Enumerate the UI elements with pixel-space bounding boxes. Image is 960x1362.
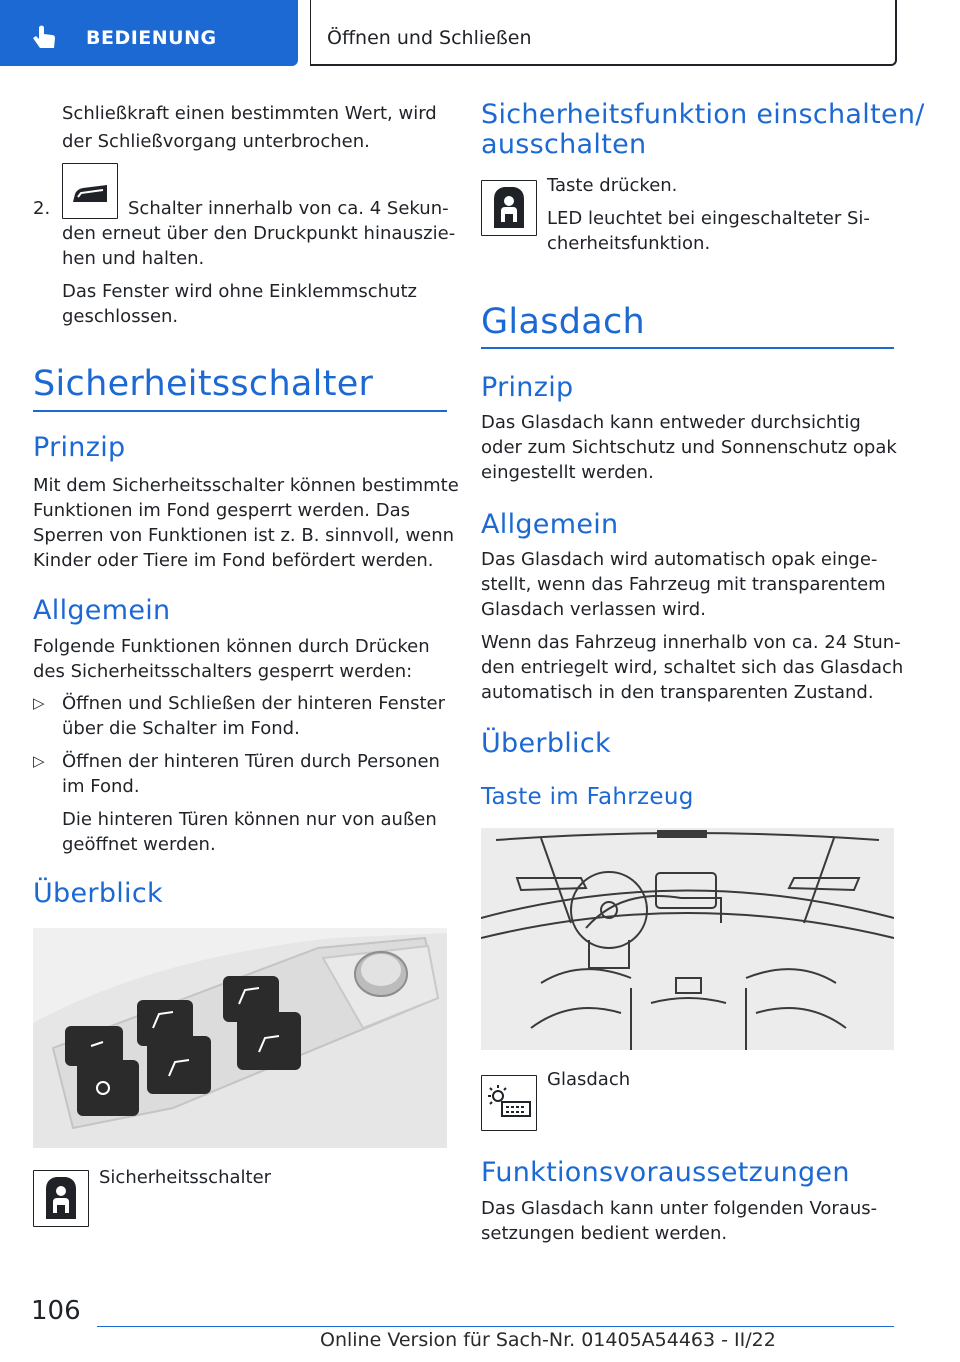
- heading-prinzip: Prinzip: [481, 372, 574, 403]
- step-text-line: Schalter innerhalb von ca. 4 Sekun-: [128, 198, 449, 219]
- paragraph-line: Funktionen im Fond gesperrt werden. Das: [33, 500, 410, 521]
- paragraph-line: Taste drücken.: [547, 175, 678, 196]
- heading-rule: [481, 347, 894, 349]
- heading-allgemein: Allgemein: [481, 509, 619, 540]
- paragraph-line: Folgende Funktionen können durch Drücken: [33, 636, 430, 657]
- step-note-line: geschlossen.: [62, 306, 179, 327]
- heading-rule: [33, 410, 447, 412]
- bullet-triangle-icon: ▷: [33, 752, 45, 770]
- paragraph-line: setzungen bedient werden.: [481, 1223, 728, 1244]
- car-interior-illustration: [481, 828, 894, 1050]
- heading-sicherheitsschalter: Sicherheitsschalter: [33, 364, 374, 404]
- bullet-triangle-icon: ▷: [33, 694, 45, 712]
- pointing-hand-icon: [30, 24, 60, 54]
- heading-funktionsvoraussetzungen: Funktionsvoraussetzungen: [481, 1157, 850, 1188]
- heading-ueberblick: Überblick: [481, 728, 611, 759]
- section-tab: [0, 0, 298, 66]
- heading-glasdach: Glasdach: [481, 302, 646, 342]
- child-lock-icon: [33, 1170, 89, 1227]
- paragraph-line: Das Glasdach kann unter folgenden Voraus-: [481, 1198, 878, 1219]
- continued-text-line: Schließkraft einen bestimmten Wert, wird: [62, 103, 437, 124]
- bullet-text-line: im Fond.: [62, 776, 140, 797]
- chapter-box: [310, 0, 897, 66]
- child-lock-icon: [481, 180, 537, 236]
- page-number: 106: [31, 1296, 81, 1326]
- paragraph-line: cherheitsfunktion.: [547, 233, 711, 254]
- heading-prinzip: Prinzip: [33, 432, 126, 463]
- bullet-text-line: über die Schalter im Fond.: [62, 718, 300, 739]
- bullet-text-line: Öffnen der hinteren Türen durch Personen: [62, 751, 440, 772]
- step-number: 2.: [33, 198, 51, 219]
- paragraph-line: eingestellt werden.: [481, 462, 654, 483]
- icon-caption: Glasdach: [547, 1069, 631, 1090]
- step-text-line: den erneut über den Druckpunkt hinauszie-: [62, 223, 456, 244]
- heading-sicherheitsfunktion-cont: ausschalten: [481, 129, 647, 160]
- continued-text-line: der Schließvorgang unterbrochen.: [62, 131, 370, 152]
- paragraph-line: automatisch in den transparenten Zustand.: [481, 682, 874, 703]
- paragraph-line: stellt, wenn das Fahrzeug mit transparentem: [481, 574, 886, 595]
- step-note-line: Das Fenster wird ohne Einklemmschutz: [62, 281, 417, 302]
- window-switch-icon: [62, 163, 118, 219]
- bullet-note-line: Die hinteren Türen können nur von außen: [62, 809, 437, 830]
- paragraph-line: des Sicherheitsschalters gesperrt werden:: [33, 661, 413, 682]
- paragraph-line: Das Glasdach kann entweder durchsichtig: [481, 412, 861, 433]
- heading-ueberblick: Überblick: [33, 878, 163, 909]
- paragraph-line: Das Glasdach wird automatisch opak einge-: [481, 549, 878, 570]
- step-text-line: hen und halten.: [62, 248, 205, 269]
- heading-sicherheitsfunktion: Sicherheitsfunktion einschalten/: [481, 99, 925, 130]
- chapter-title: Öffnen und Schließen: [327, 27, 532, 49]
- paragraph-line: Mit dem Sicherheitsschalter können bestimmte: [33, 475, 459, 496]
- online-version-note: Online Version für Sach-Nr. 01405A54463 - II/22: [320, 1329, 776, 1351]
- paragraph-line: Glasdach verlassen wird.: [481, 599, 706, 620]
- paragraph-line: oder zum Sichtschutz und Sonnenschutz opak: [481, 437, 897, 458]
- sun-shade-icon: [481, 1075, 537, 1131]
- paragraph-line: Kinder oder Tiere im Fond befördert werden.: [33, 550, 434, 571]
- paragraph-line: Sperren von Funktionen ist z. B. sinnvoll, wenn: [33, 525, 455, 546]
- paragraph-line: Wenn das Fahrzeug innerhalb von ca. 24 Stun-: [481, 632, 901, 653]
- icon-caption: Sicherheitsschalter: [99, 1167, 272, 1188]
- section-label: BEDIENUNG: [86, 27, 217, 49]
- footer-rule: [97, 1326, 894, 1327]
- heading-allgemein: Allgemein: [33, 595, 171, 626]
- paragraph-line: LED leuchtet bei eingeschalteter Si-: [547, 208, 870, 229]
- bullet-text-line: Öffnen und Schließen der hinteren Fenster: [62, 693, 446, 714]
- bullet-note-line: geöffnet werden.: [62, 834, 216, 855]
- paragraph-line: den entriegelt wird, schaltet sich das Glasdach: [481, 657, 904, 678]
- door-switch-illustration: [33, 928, 447, 1148]
- heading-taste: Taste im Fahrzeug: [481, 784, 694, 810]
